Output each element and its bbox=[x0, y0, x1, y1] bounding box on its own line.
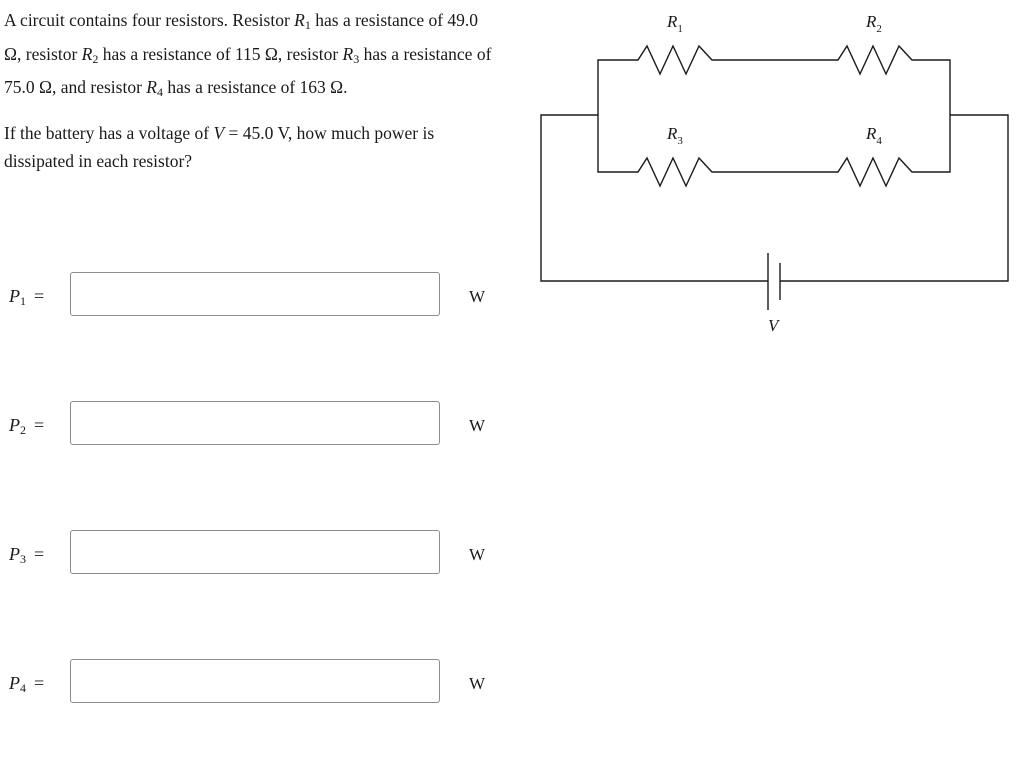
p3-label: $P_3$ = bbox=[9, 544, 45, 566]
p1-label: $P_1$ = bbox=[9, 286, 45, 308]
p2-input[interactable] bbox=[70, 401, 440, 445]
answer-row-p4 bbox=[0, 659, 500, 707]
problem-paragraph-resistances bbox=[4, 6, 496, 107]
r4-label: $R_4$ bbox=[866, 124, 882, 147]
problem-text: If the battery has a voltage of bbox=[4, 122, 214, 143]
p3-unit: W bbox=[469, 545, 486, 564]
r1-label: $R_1$ bbox=[667, 12, 683, 35]
battery-label: V bbox=[768, 316, 779, 335]
problem-text: has a resistance of 49.0 Ω, resistor bbox=[4, 10, 479, 64]
r3-label: $R_3$ bbox=[667, 124, 683, 147]
r2-symbol: $R_2$ bbox=[81, 43, 99, 66]
r4-symbol: $R_4$ bbox=[146, 77, 163, 99]
answer-row-p1 bbox=[0, 272, 500, 320]
left-outer-wire bbox=[541, 115, 768, 281]
problem-text: has a resistance of 163 Ω. bbox=[163, 77, 348, 97]
p2-unit: W bbox=[469, 416, 486, 435]
top-branch-wire bbox=[598, 46, 950, 115]
problem-statement bbox=[4, 6, 496, 188]
p2-label: $P_2$ = bbox=[9, 415, 45, 437]
voltage-symbol: V bbox=[213, 122, 225, 143]
r2-label: $R_2$ bbox=[866, 12, 882, 35]
problem-text: = 45.0 V, how much power is dissipated in each resistor? bbox=[4, 122, 435, 171]
p4-input[interactable] bbox=[70, 659, 440, 703]
r1-symbol: $R_1$ bbox=[294, 10, 311, 32]
answer-row-p2 bbox=[0, 401, 500, 449]
problem-text: A circuit contains four resistors. Resistor bbox=[4, 10, 295, 30]
p3-input[interactable] bbox=[70, 530, 440, 574]
circuit-diagram bbox=[530, 0, 1020, 345]
answer-row-p3 bbox=[0, 530, 500, 578]
problem-text: has a resistance of 115 Ω, resistor bbox=[98, 43, 343, 64]
problem-text: has a resistance of 75.0 Ω, and resistor bbox=[4, 43, 492, 97]
p4-unit: W bbox=[469, 674, 486, 693]
right-outer-wire bbox=[780, 115, 1008, 281]
bottom-branch-wire bbox=[598, 115, 950, 186]
p1-input[interactable] bbox=[70, 272, 440, 316]
p1-unit: W bbox=[469, 287, 486, 306]
problem-paragraph-question bbox=[4, 119, 496, 176]
r3-symbol: $R_3$ bbox=[342, 43, 360, 66]
p4-label: $P_4$ = bbox=[9, 673, 45, 695]
